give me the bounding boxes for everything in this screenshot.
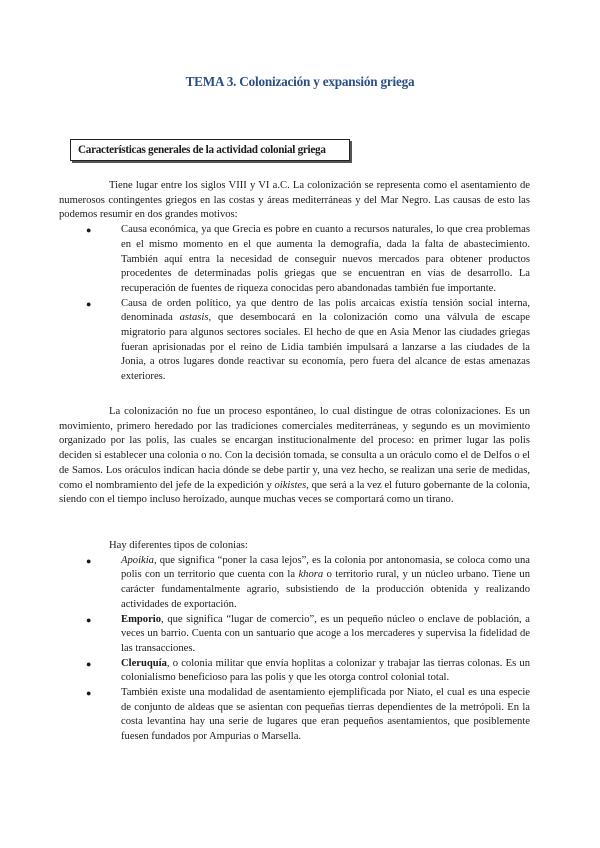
list-item bbox=[59, 686, 530, 745]
cause-political-pre: Causa de orden político, ya que dentro de las polis arcaicas existía tensión social interna, denominada bbox=[121, 297, 530, 324]
type-text-pre: También existe una modalidad de asentamiento ejemplificada por Niato, el cual es una especie de conjunto de aldeas que se asientan con pequeñas tierras dependientes de la metrópoli. En la costa levantina hay una serie de lugares que eran pequeños asentamientos, que posiblemente fuesen fundados por Ampurias o Marsella. bbox=[121, 687, 530, 743]
process-post: , que será a la vez el futuro gobernante de la colonia, siendo con el tiempo incluso heroizado, aunque muchas veces se comportará como un tirano. bbox=[59, 479, 530, 506]
bullet-icon: ● bbox=[86, 614, 92, 625]
type-text-post: o territorio rural, y un núcleo urbano. Tiene un carácter fundamentalmente agrario, subsistiendo de la producción obtenida y realizando actividades de exportación. bbox=[121, 569, 530, 610]
process-pre: La colonización no fue un proceso espontáneo, lo cual distingue de otras colonizaciones. Es un movimiento, primero heredado por las tradiciones comerciales mediterráneas, y segundo es un movimiento organizado por las polis, las cuales se encargan institucionalmente del proceso: en primer lugar las polis deciden si establecer una colonia o no. Con la decisión tomada, se consulta a un oráculo como el de Delfos o el de Samos. Los oráculos indican hacia dónde se debe partir y, una vez hecho, se realizan una serie de medidas, como el nombramiento del jefe de la expedición y bbox=[59, 406, 530, 491]
list-item bbox=[59, 554, 530, 613]
section-heading: Características generales de la actividad colonial griega bbox=[78, 144, 326, 156]
bullet-icon: ● bbox=[86, 555, 92, 566]
list-item bbox=[59, 297, 530, 385]
type-term: Cleruquía bbox=[121, 657, 167, 669]
bullet-icon: ● bbox=[86, 658, 92, 669]
type-text-pre: , que significa “lugar de comercio”, es un pequeño núcleo o enclave de población, a veces un barrio. Cuenta con un santuario que acoge a los mercaderes y supervisa la fidelidad de las transacciones. bbox=[121, 613, 530, 654]
types-list bbox=[59, 554, 530, 745]
process-block bbox=[59, 405, 530, 508]
bullet-icon: ● bbox=[86, 225, 92, 236]
list-item bbox=[59, 613, 530, 657]
process-paragraph bbox=[59, 405, 530, 508]
cause-political-term: astasis bbox=[179, 312, 209, 324]
cause-economic-text: Causa económica, ya que Grecia es pobre en cuanto a recursos naturales, lo que crea problemas en el mismo momento en el que aumenta la demografía, dada la falta de abastecimiento. También aquí entra la necesidad de conseguir nuevos mercados para obtener productos procedentes de determinadas polis griegas que se encuentran en vías de desarrollo. La recuperación de fuentes de riqueza conocidas pero abandonadas también fue importante. bbox=[121, 224, 530, 294]
type-term: Apoikia bbox=[121, 554, 154, 566]
cause-political-post: , que desembocará en la colonización como una válvula de escape migratorio para algunos sectores sociales. El hecho de que en Asia Menor las ciudades griegas fueran aprisionadas por el reino de Lidia también impulsará a lanzarse a las ciudades de la Jonia, a otros lugares donde reactivar su economía, pero fuera del alcance de estas amenazas exteriores. bbox=[121, 312, 530, 383]
types-intro: Hay diferentes tipos de colonias: bbox=[109, 540, 248, 551]
page-title: TEMA 3. Colonización y expansión griega bbox=[185, 74, 415, 89]
process-term: oikistes bbox=[274, 479, 307, 491]
intro-paragraph: Tiene lugar entre los siglos VIII y VI a.C. La colonización se representa como el asentamiento de numerosos contingentes griegos en las costas y áreas mediterráneas y del Mar Negro. Las causas de esto las podemos resumir en dos grandes motivos: bbox=[59, 180, 530, 221]
section-heading-box bbox=[70, 139, 350, 161]
list-item bbox=[59, 657, 530, 686]
bullet-icon: ● bbox=[86, 298, 92, 309]
type-text-pre: , que significa “poner la casa lejos”, es la colonia por antonomasia, se coloca como una polis con un territorio que cuenta con la bbox=[121, 554, 530, 581]
type-text-em: khora bbox=[298, 569, 324, 581]
bullet-icon: ● bbox=[86, 688, 92, 699]
list-item bbox=[59, 223, 530, 297]
type-text-pre: , o colonia militar que envía hoplitas a colonizar y trabajar las tierras colonas. Es un colonialismo beneficioso para las polis y que les otorga control colonial total. bbox=[121, 657, 530, 684]
causes-list bbox=[59, 223, 530, 385]
types-block bbox=[59, 539, 530, 745]
intro-block bbox=[59, 179, 530, 385]
type-term: Emporio bbox=[121, 613, 162, 625]
